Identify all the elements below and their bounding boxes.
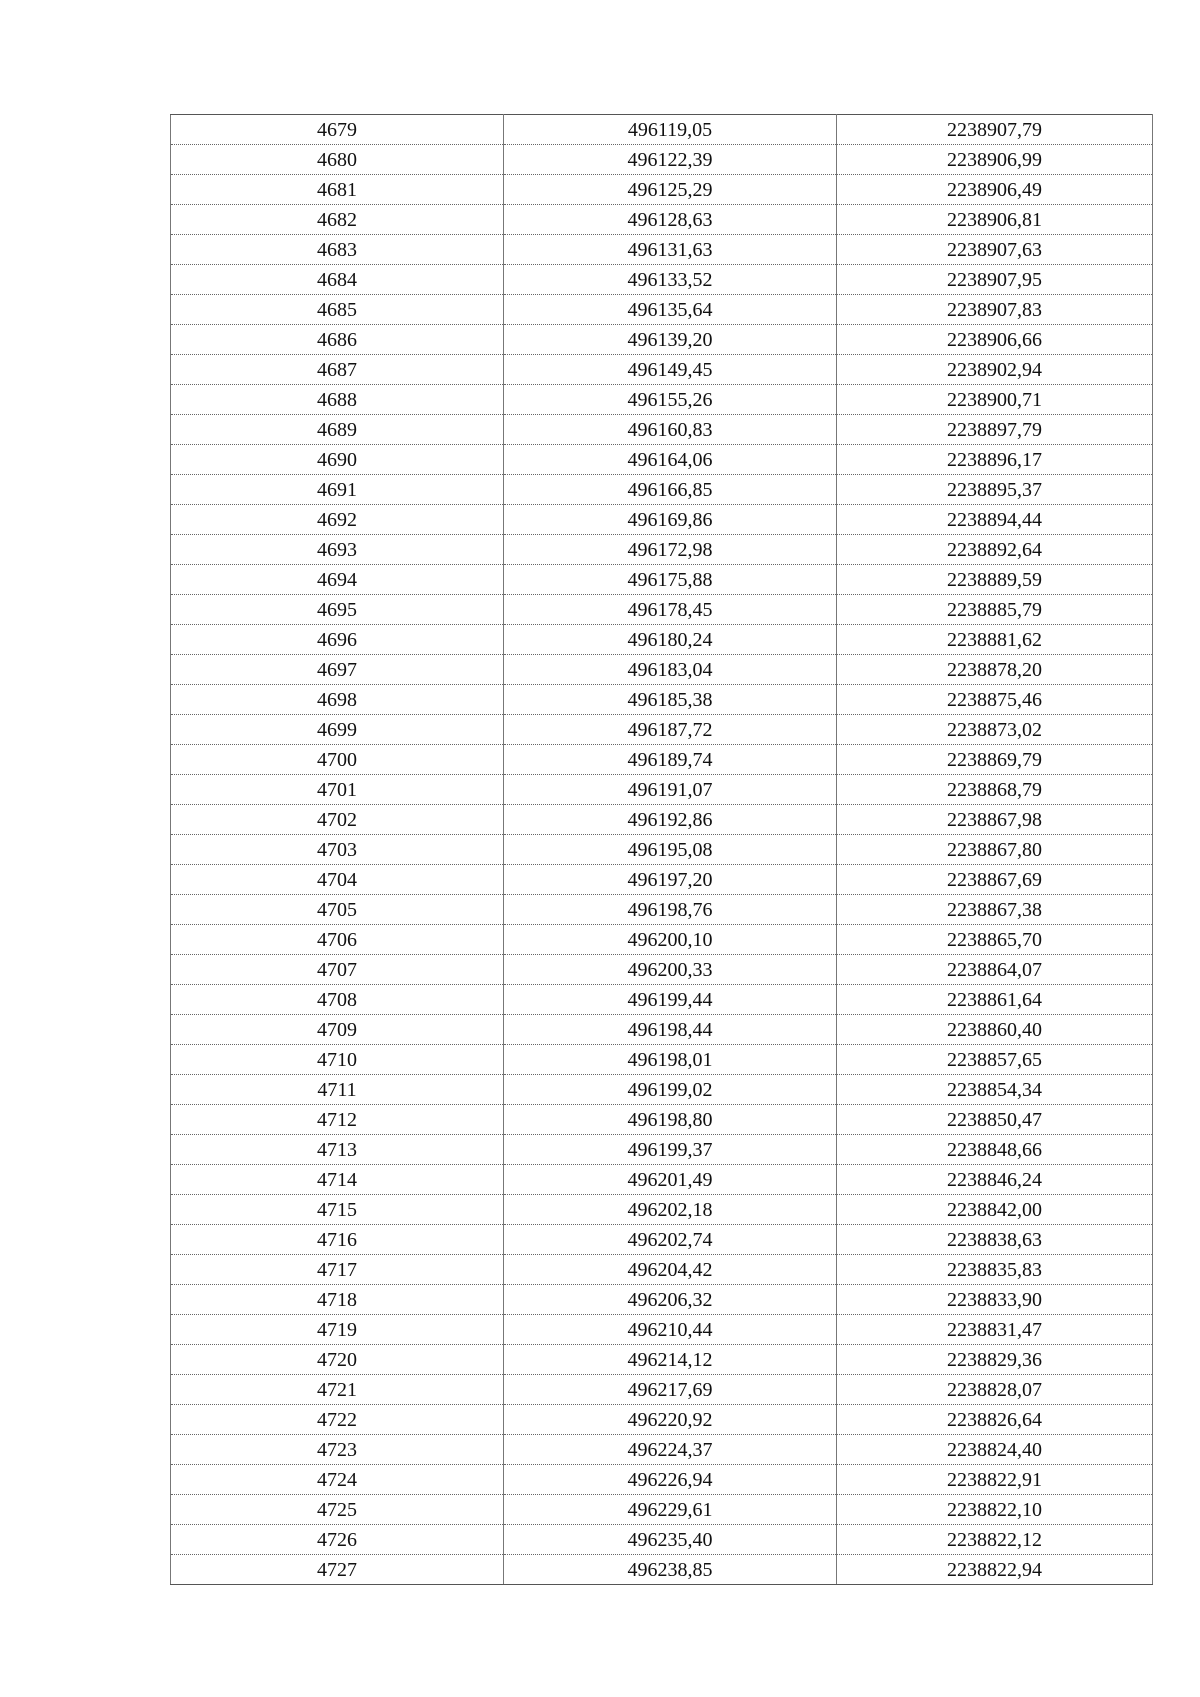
- point-number-cell: 4716: [171, 1225, 504, 1255]
- x-coordinate-cell: 496175,88: [504, 565, 837, 595]
- point-number-cell: 4690: [171, 445, 504, 475]
- point-number-cell: 4679: [171, 115, 504, 145]
- x-coordinate-cell: 496197,20: [504, 865, 837, 895]
- point-number-cell: 4722: [171, 1405, 504, 1435]
- table-row: [171, 505, 1153, 535]
- x-coordinate-cell: 496135,64: [504, 295, 837, 325]
- y-coordinate-cell: 2238878,20: [837, 655, 1153, 685]
- table-row: [171, 985, 1153, 1015]
- point-number-cell: 4714: [171, 1165, 504, 1195]
- x-coordinate-cell: 496125,29: [504, 175, 837, 205]
- x-coordinate-cell: 496204,42: [504, 1255, 837, 1285]
- point-number-cell: 4727: [171, 1555, 504, 1585]
- y-coordinate-cell: 2238881,62: [837, 625, 1153, 655]
- table-row: [171, 265, 1153, 295]
- table-row: [171, 1165, 1153, 1195]
- x-coordinate-cell: 496202,74: [504, 1225, 837, 1255]
- point-number-cell: 4720: [171, 1345, 504, 1375]
- y-coordinate-cell: 2238838,63: [837, 1225, 1153, 1255]
- x-coordinate-cell: 496229,61: [504, 1495, 837, 1525]
- y-coordinate-cell: 2238867,69: [837, 865, 1153, 895]
- x-coordinate-cell: 496180,24: [504, 625, 837, 655]
- point-number-cell: 4691: [171, 475, 504, 505]
- x-coordinate-cell: 496214,12: [504, 1345, 837, 1375]
- y-coordinate-cell: 2238850,47: [837, 1105, 1153, 1135]
- table-row: [171, 145, 1153, 175]
- point-number-cell: 4684: [171, 265, 504, 295]
- point-number-cell: 4686: [171, 325, 504, 355]
- table-row: [171, 175, 1153, 205]
- point-number-cell: 4699: [171, 715, 504, 745]
- x-coordinate-cell: 496131,63: [504, 235, 837, 265]
- point-number-cell: 4723: [171, 1435, 504, 1465]
- y-coordinate-cell: 2238831,47: [837, 1315, 1153, 1345]
- table-row: [171, 715, 1153, 745]
- y-coordinate-cell: 2238896,17: [837, 445, 1153, 475]
- y-coordinate-cell: 2238835,83: [837, 1255, 1153, 1285]
- y-coordinate-cell: 2238906,49: [837, 175, 1153, 205]
- table-row: [171, 1345, 1153, 1375]
- table-row: [171, 1045, 1153, 1075]
- y-coordinate-cell: 2238857,65: [837, 1045, 1153, 1075]
- coordinates-table: [170, 114, 1153, 1585]
- table-row: [171, 565, 1153, 595]
- point-number-cell: 4697: [171, 655, 504, 685]
- x-coordinate-cell: 496164,06: [504, 445, 837, 475]
- table-row: [171, 1195, 1153, 1225]
- y-coordinate-cell: 2238868,79: [837, 775, 1153, 805]
- x-coordinate-cell: 496217,69: [504, 1375, 837, 1405]
- point-number-cell: 4704: [171, 865, 504, 895]
- point-number-cell: 4705: [171, 895, 504, 925]
- table-row: [171, 685, 1153, 715]
- x-coordinate-cell: 496189,74: [504, 745, 837, 775]
- point-number-cell: 4717: [171, 1255, 504, 1285]
- x-coordinate-cell: 496201,49: [504, 1165, 837, 1195]
- table-row: [171, 655, 1153, 685]
- table-row: [171, 385, 1153, 415]
- x-coordinate-cell: 496200,10: [504, 925, 837, 955]
- y-coordinate-cell: 2238895,37: [837, 475, 1153, 505]
- table-row: [171, 1465, 1153, 1495]
- x-coordinate-cell: 496160,83: [504, 415, 837, 445]
- point-number-cell: 4721: [171, 1375, 504, 1405]
- y-coordinate-cell: 2238867,98: [837, 805, 1153, 835]
- point-number-cell: 4709: [171, 1015, 504, 1045]
- y-coordinate-cell: 2238907,95: [837, 265, 1153, 295]
- point-number-cell: 4680: [171, 145, 504, 175]
- x-coordinate-cell: 496139,20: [504, 325, 837, 355]
- x-coordinate-cell: 496226,94: [504, 1465, 837, 1495]
- x-coordinate-cell: 496200,33: [504, 955, 837, 985]
- table-row: [171, 535, 1153, 565]
- x-coordinate-cell: 496149,45: [504, 355, 837, 385]
- point-number-cell: 4715: [171, 1195, 504, 1225]
- x-coordinate-cell: 496122,39: [504, 145, 837, 175]
- y-coordinate-cell: 2238867,38: [837, 895, 1153, 925]
- table-row: [171, 445, 1153, 475]
- x-coordinate-cell: 496238,85: [504, 1555, 837, 1585]
- table-row: [171, 295, 1153, 325]
- x-coordinate-cell: 496198,44: [504, 1015, 837, 1045]
- point-number-cell: 4710: [171, 1045, 504, 1075]
- point-number-cell: 4685: [171, 295, 504, 325]
- x-coordinate-cell: 496198,76: [504, 895, 837, 925]
- point-number-cell: 4693: [171, 535, 504, 565]
- coordinates-table-body: [171, 115, 1153, 1585]
- y-coordinate-cell: 2238900,71: [837, 385, 1153, 415]
- x-coordinate-cell: 496119,05: [504, 115, 837, 145]
- y-coordinate-cell: 2238828,07: [837, 1375, 1153, 1405]
- point-number-cell: 4683: [171, 235, 504, 265]
- point-number-cell: 4726: [171, 1525, 504, 1555]
- table-row: [171, 895, 1153, 925]
- table-row: [171, 1075, 1153, 1105]
- y-coordinate-cell: 2238885,79: [837, 595, 1153, 625]
- table-row: [171, 205, 1153, 235]
- point-number-cell: 4724: [171, 1465, 504, 1495]
- y-coordinate-cell: 2238854,34: [837, 1075, 1153, 1105]
- table-row: [171, 235, 1153, 265]
- table-row: [171, 1105, 1153, 1135]
- y-coordinate-cell: 2238889,59: [837, 565, 1153, 595]
- y-coordinate-cell: 2238875,46: [837, 685, 1153, 715]
- x-coordinate-cell: 496199,02: [504, 1075, 837, 1105]
- x-coordinate-cell: 496202,18: [504, 1195, 837, 1225]
- y-coordinate-cell: 2238906,99: [837, 145, 1153, 175]
- x-coordinate-cell: 496199,44: [504, 985, 837, 1015]
- x-coordinate-cell: 496195,08: [504, 835, 837, 865]
- y-coordinate-cell: 2238822,94: [837, 1555, 1153, 1585]
- point-number-cell: 4702: [171, 805, 504, 835]
- y-coordinate-cell: 2238822,10: [837, 1495, 1153, 1525]
- point-number-cell: 4719: [171, 1315, 504, 1345]
- table-row: [171, 955, 1153, 985]
- table-row: [171, 415, 1153, 445]
- y-coordinate-cell: 2238860,40: [837, 1015, 1153, 1045]
- table-row: [171, 745, 1153, 775]
- table-row: [171, 835, 1153, 865]
- y-coordinate-cell: 2238867,80: [837, 835, 1153, 865]
- x-coordinate-cell: 496192,86: [504, 805, 837, 835]
- y-coordinate-cell: 2238864,07: [837, 955, 1153, 985]
- point-number-cell: 4694: [171, 565, 504, 595]
- table-row: [171, 115, 1153, 145]
- point-number-cell: 4725: [171, 1495, 504, 1525]
- x-coordinate-cell: 496183,04: [504, 655, 837, 685]
- x-coordinate-cell: 496210,44: [504, 1315, 837, 1345]
- table-row: [171, 1525, 1153, 1555]
- x-coordinate-cell: 496133,52: [504, 265, 837, 295]
- table-row: [171, 1555, 1153, 1585]
- table-row: [171, 475, 1153, 505]
- point-number-cell: 4696: [171, 625, 504, 655]
- table-row: [171, 1435, 1153, 1465]
- point-number-cell: 4708: [171, 985, 504, 1015]
- table-row: [171, 805, 1153, 835]
- point-number-cell: 4689: [171, 415, 504, 445]
- x-coordinate-cell: 496185,38: [504, 685, 837, 715]
- x-coordinate-cell: 496199,37: [504, 1135, 837, 1165]
- point-number-cell: 4701: [171, 775, 504, 805]
- y-coordinate-cell: 2238861,64: [837, 985, 1153, 1015]
- y-coordinate-cell: 2238873,02: [837, 715, 1153, 745]
- x-coordinate-cell: 496198,01: [504, 1045, 837, 1075]
- point-number-cell: 4718: [171, 1285, 504, 1315]
- point-number-cell: 4682: [171, 205, 504, 235]
- table-row: [171, 1015, 1153, 1045]
- point-number-cell: 4688: [171, 385, 504, 415]
- y-coordinate-cell: 2238894,44: [837, 505, 1153, 535]
- point-number-cell: 4700: [171, 745, 504, 775]
- x-coordinate-cell: 496155,26: [504, 385, 837, 415]
- table-row: [171, 1135, 1153, 1165]
- y-coordinate-cell: 2238907,63: [837, 235, 1153, 265]
- table-row: [171, 925, 1153, 955]
- x-coordinate-cell: 496166,85: [504, 475, 837, 505]
- x-coordinate-cell: 496178,45: [504, 595, 837, 625]
- x-coordinate-cell: 496172,98: [504, 535, 837, 565]
- table-row: [171, 1375, 1153, 1405]
- table-row: [171, 1315, 1153, 1345]
- y-coordinate-cell: 2238902,94: [837, 355, 1153, 385]
- y-coordinate-cell: 2238865,70: [837, 925, 1153, 955]
- table-row: [171, 775, 1153, 805]
- table-row: [171, 1495, 1153, 1525]
- y-coordinate-cell: 2238897,79: [837, 415, 1153, 445]
- point-number-cell: 4712: [171, 1105, 504, 1135]
- y-coordinate-cell: 2238846,24: [837, 1165, 1153, 1195]
- x-coordinate-cell: 496128,63: [504, 205, 837, 235]
- x-coordinate-cell: 496198,80: [504, 1105, 837, 1135]
- table-row: [171, 1225, 1153, 1255]
- point-number-cell: 4707: [171, 955, 504, 985]
- y-coordinate-cell: 2238907,79: [837, 115, 1153, 145]
- table-row: [171, 355, 1153, 385]
- table-row: [171, 325, 1153, 355]
- y-coordinate-cell: 2238848,66: [837, 1135, 1153, 1165]
- y-coordinate-cell: 2238829,36: [837, 1345, 1153, 1375]
- point-number-cell: 4713: [171, 1135, 504, 1165]
- table-row: [171, 595, 1153, 625]
- x-coordinate-cell: 496235,40: [504, 1525, 837, 1555]
- table-row: [171, 865, 1153, 895]
- y-coordinate-cell: 2238826,64: [837, 1405, 1153, 1435]
- y-coordinate-cell: 2238892,64: [837, 535, 1153, 565]
- point-number-cell: 4698: [171, 685, 504, 715]
- point-number-cell: 4706: [171, 925, 504, 955]
- point-number-cell: 4695: [171, 595, 504, 625]
- y-coordinate-cell: 2238833,90: [837, 1285, 1153, 1315]
- y-coordinate-cell: 2238822,91: [837, 1465, 1153, 1495]
- point-number-cell: 4711: [171, 1075, 504, 1105]
- x-coordinate-cell: 496191,07: [504, 775, 837, 805]
- table-row: [171, 625, 1153, 655]
- y-coordinate-cell: 2238822,12: [837, 1525, 1153, 1555]
- x-coordinate-cell: 496206,32: [504, 1285, 837, 1315]
- point-number-cell: 4703: [171, 835, 504, 865]
- table-row: [171, 1405, 1153, 1435]
- x-coordinate-cell: 496224,37: [504, 1435, 837, 1465]
- x-coordinate-cell: 496169,86: [504, 505, 837, 535]
- table-row: [171, 1285, 1153, 1315]
- point-number-cell: 4681: [171, 175, 504, 205]
- x-coordinate-cell: 496187,72: [504, 715, 837, 745]
- point-number-cell: 4687: [171, 355, 504, 385]
- y-coordinate-cell: 2238907,83: [837, 295, 1153, 325]
- y-coordinate-cell: 2238906,81: [837, 205, 1153, 235]
- y-coordinate-cell: 2238824,40: [837, 1435, 1153, 1465]
- x-coordinate-cell: 496220,92: [504, 1405, 837, 1435]
- y-coordinate-cell: 2238842,00: [837, 1195, 1153, 1225]
- y-coordinate-cell: 2238906,66: [837, 325, 1153, 355]
- point-number-cell: 4692: [171, 505, 504, 535]
- y-coordinate-cell: 2238869,79: [837, 745, 1153, 775]
- table-row: [171, 1255, 1153, 1285]
